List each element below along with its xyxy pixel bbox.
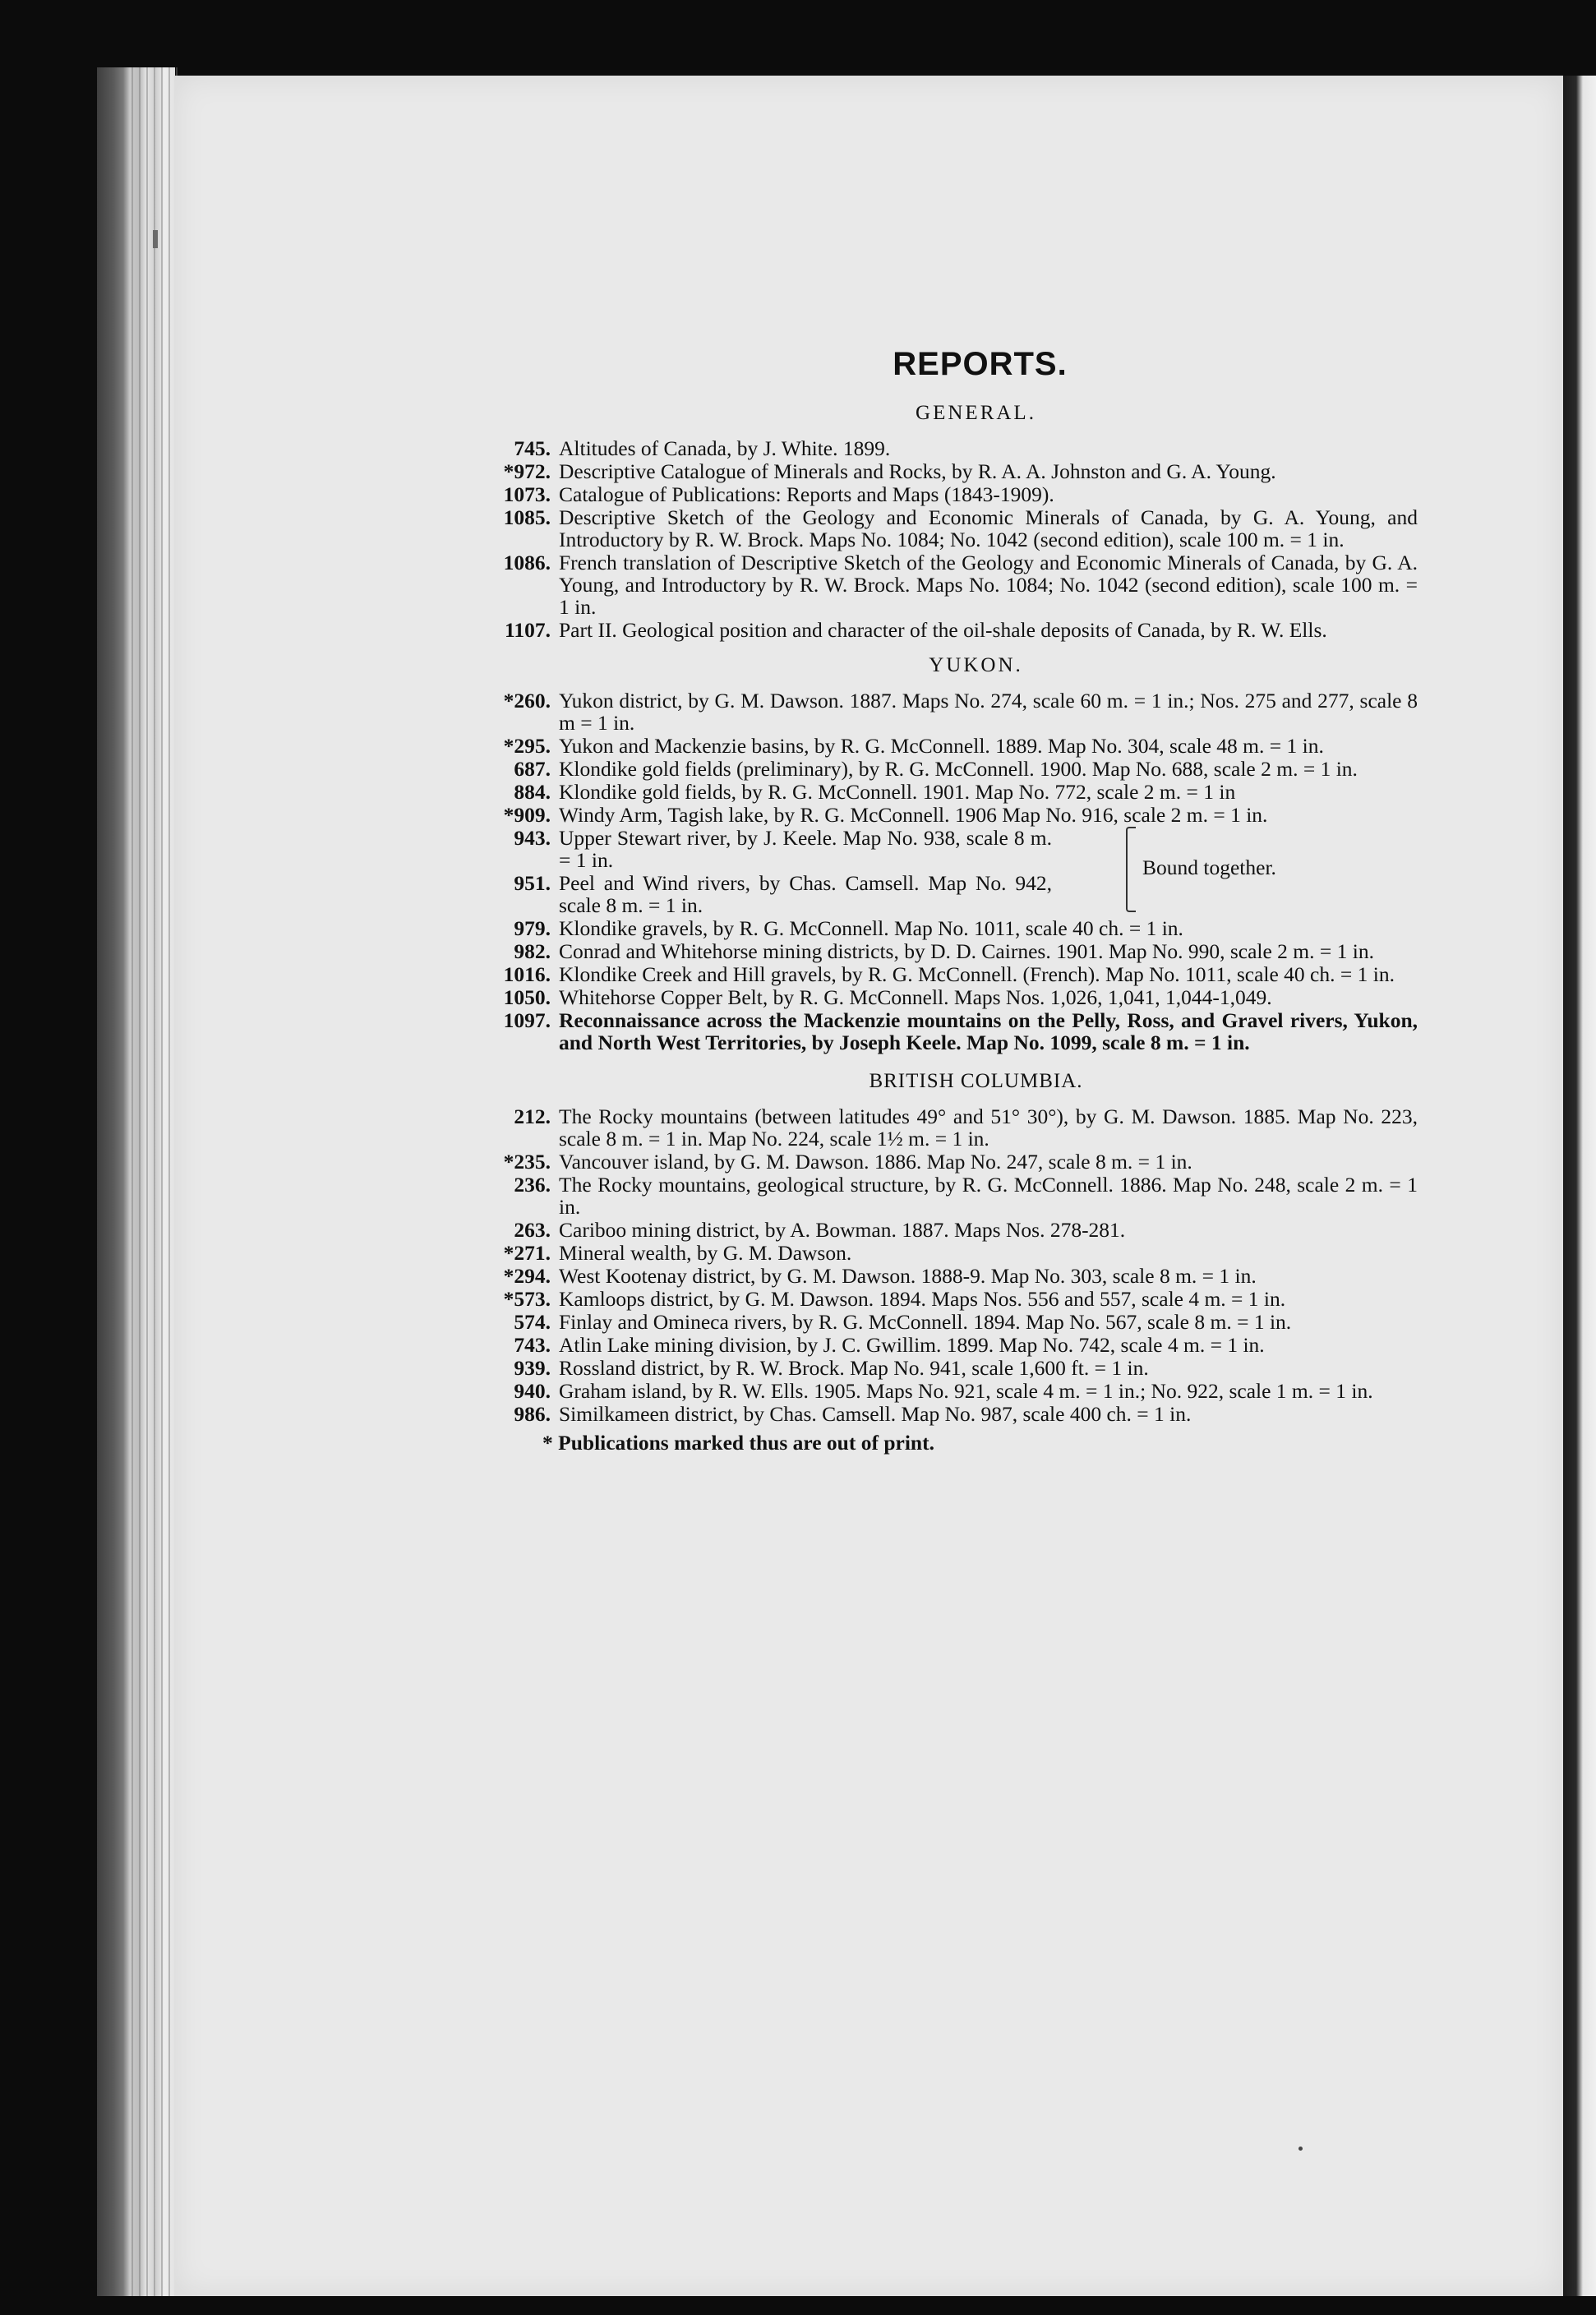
report-number: 884.	[514, 780, 551, 804]
page-title: REPORTS.	[893, 346, 1068, 382]
list-item	[485, 1265, 1418, 1287]
report-number: 236.	[514, 1173, 551, 1197]
list-item	[485, 758, 1418, 780]
section-yukon	[485, 654, 1418, 1054]
list-item	[485, 483, 1418, 505]
report-number: *294.	[503, 1264, 551, 1288]
section-heading: YUKON.	[929, 654, 1023, 676]
report-text: Upper Stewart river, by J. Keele. Map No. 938, scale 8 m. = 1 in.	[559, 826, 1052, 872]
report-text: Descriptive Catalogue of Minerals and Rocks, by R. A. A. Johnston and G. A. Young.	[559, 459, 1276, 483]
list-item	[485, 940, 1418, 962]
page-stack-lines	[131, 67, 181, 2296]
report-number: 979.	[514, 916, 551, 940]
report-number: 1107.	[505, 618, 551, 642]
report-number: 687.	[514, 757, 551, 781]
list-item	[485, 437, 1418, 459]
list-item	[485, 917, 1418, 939]
list-item	[485, 1105, 1418, 1150]
report-number: 1016.	[503, 962, 551, 986]
report-text: Catalogue of Publications: Reports and Maps (1843-1909).	[559, 482, 1054, 506]
report-text: Peel and Wind rivers, by Chas. Camsell. Map No. 942, scale 8 m. = 1 in.	[559, 871, 1052, 917]
report-text: Descriptive Sketch of the Geology and Economic Minerals of Canada, by G. A. Young, and Introductory by R. W. Brock. Maps No. 1084; No. 1042 (second edition), scale 100 m. = 1 in.	[559, 505, 1418, 551]
scan-speck	[153, 230, 158, 248]
report-text: Whitehorse Copper Belt, by R. G. McConnell. Maps Nos. 1,026, 1,041, 1,044-1,049.	[559, 985, 1272, 1009]
footnote: * Publications marked thus are out of print.	[542, 1431, 934, 1455]
report-number: 1085.	[503, 505, 551, 529]
report-text: West Kootenay district, by G. M. Dawson. 1888-9. Map No. 303, scale 8 m. = 1 in.	[559, 1264, 1257, 1288]
list-item	[485, 1219, 1418, 1241]
section-general	[485, 402, 1418, 641]
report-number: *909.	[503, 803, 551, 827]
report-text: The Rocky mountains (between latitudes 49° and 51° 30°), by G. M. Dawson. 1885. Map No. 223, scale 8 m. = 1 in. Map No. 224, scale 1½ m. = 1 in.	[559, 1104, 1418, 1151]
report-text: Rossland district, by R. W. Brock. Map No. 941, scale 1,600 ft. = 1 in.	[559, 1356, 1149, 1380]
report-number: 574.	[514, 1310, 551, 1334]
report-number: 745.	[514, 436, 551, 460]
list-item	[485, 689, 1418, 734]
report-text: Mineral wealth, by G. M. Dawson.	[559, 1241, 852, 1265]
report-text: The Rocky mountains, geological structure, by R. G. McConnell. 1886. Map No. 248, scale 2 m. = 1 in.	[559, 1173, 1418, 1219]
list-item	[485, 827, 1052, 871]
report-text: Graham island, by R. W. Ells. 1905. Maps No. 921, scale 4 m. = 1 in.; No. 922, scale 1 m. = 1 in.	[559, 1379, 1373, 1403]
brace-mark	[1126, 827, 1136, 912]
report-text: Yukon district, by G. M. Dawson. 1887. Maps No. 274, scale 60 m. = 1 in.; Nos. 275 and 277, scale 8 m = 1 in.	[559, 689, 1418, 735]
report-number: 263.	[514, 1218, 551, 1242]
report-text: Conrad and Whitehorse mining districts, by D. D. Cairnes. 1901. Map No. 990, scale 2 m. = 1 in.	[559, 939, 1374, 963]
report-text: Klondike gold fields (preliminary), by R. G. McConnell. 1900. Map No. 688, scale 2 m. = 1 in.	[559, 757, 1358, 781]
bound-label: Bound together.	[1142, 855, 1276, 879]
list-item	[485, 1403, 1418, 1425]
report-text: French translation of Descriptive Sketch of the Geology and Economic Minerals of Canada, by G. A. Young, and Introductory by R. W. Brock. Maps No. 1084; No. 1042 (second edition), scale 100 m. = 1 in.	[559, 551, 1418, 619]
report-number: 951.	[514, 871, 551, 895]
report-number: *271.	[503, 1241, 551, 1265]
report-number: *295.	[503, 734, 551, 758]
report-text: Cariboo mining district, by A. Bowman. 1887. Maps Nos. 278-281.	[559, 1218, 1126, 1242]
report-number: *260.	[503, 689, 551, 712]
report-number: 943.	[514, 826, 551, 850]
report-text: Similkameen district, by Chas. Camsell. Map No. 987, scale 400 ch. = 1 in.	[559, 1402, 1192, 1426]
report-number: 939.	[514, 1356, 551, 1380]
list-item	[485, 619, 1418, 641]
list-item	[485, 1151, 1418, 1173]
report-number: 1073.	[503, 482, 551, 506]
list-item	[485, 804, 1418, 826]
list-item	[485, 551, 1418, 618]
list-item	[485, 1357, 1418, 1379]
report-text: Part II. Geological position and character of the oil-shale deposits of Canada, by R. W. Ells.	[559, 618, 1327, 642]
list-item	[485, 986, 1418, 1008]
list-item	[485, 1311, 1418, 1333]
section-heading: BRITISH COLUMBIA.	[869, 1070, 1083, 1092]
list-item	[485, 781, 1418, 803]
report-number: *573.	[503, 1287, 551, 1311]
bound-together-group	[485, 827, 1418, 916]
report-text: Reconnaissance across the Mackenzie mountains on the Pelly, Ross, and Gravel rivers, Yukon, and North West Territories, by Joseph Keele. Map No. 1099, scale 8 m. = 1 in.	[559, 1008, 1418, 1054]
report-number: 212.	[514, 1104, 551, 1128]
report-text: Klondike gold fields, by R. G. McConnell. 1901. Map No. 772, scale 2 m. = 1 in	[559, 780, 1236, 804]
report-number: *972.	[503, 459, 551, 483]
list-item	[485, 1009, 1418, 1054]
list-item	[485, 735, 1418, 757]
section-british-columbia	[485, 1070, 1418, 1425]
list-item	[485, 460, 1418, 482]
list-item	[485, 1288, 1418, 1310]
report-text: Klondike Creek and Hill gravels, by R. G. McConnell. (French). Map No. 1011, scale 40 ch. = 1 in.	[559, 962, 1395, 986]
list-item	[485, 1174, 1418, 1218]
page-right-edge	[1563, 76, 1596, 2296]
list-item	[485, 1380, 1418, 1402]
document-content	[485, 346, 1418, 1455]
report-text: Vancouver island, by G. M. Dawson. 1886. Map No. 247, scale 8 m. = 1 in.	[559, 1150, 1192, 1174]
scan-speck	[1298, 2147, 1303, 2151]
report-text: Finlay and Omineca rivers, by R. G. McConnell. 1894. Map No. 567, scale 8 m. = 1 in.	[559, 1310, 1292, 1334]
report-number: 1097.	[503, 1008, 551, 1032]
list-item	[485, 1334, 1418, 1356]
report-text: Yukon and Mackenzie basins, by R. G. McConnell. 1889. Map No. 304, scale 48 m. = 1 in.	[559, 734, 1324, 758]
report-text: Atlin Lake mining division, by J. C. Gwillim. 1899. Map No. 742, scale 4 m. = 1 in.	[559, 1333, 1265, 1357]
list-item	[485, 1242, 1418, 1264]
report-number: 940.	[514, 1379, 551, 1403]
report-text: Altitudes of Canada, by J. White. 1899.	[559, 436, 891, 460]
report-number: 982.	[514, 939, 551, 963]
report-number: 1050.	[503, 985, 551, 1009]
report-number: *235.	[503, 1150, 551, 1174]
section-heading: GENERAL.	[916, 402, 1036, 424]
report-text: Windy Arm, Tagish lake, by R. G. McConnell. 1906 Map No. 916, scale 2 m. = 1 in.	[559, 803, 1268, 827]
list-item	[485, 872, 1052, 916]
report-text: Kamloops district, by G. M. Dawson. 1894. Maps Nos. 556 and 557, scale 4 m. = 1 in.	[559, 1287, 1286, 1311]
list-item	[485, 506, 1418, 551]
report-text: Klondike gravels, by R. G. McConnell. Map No. 1011, scale 40 ch. = 1 in.	[559, 916, 1183, 940]
report-number: 743.	[514, 1333, 551, 1357]
report-number: 986.	[514, 1402, 551, 1426]
list-item	[485, 963, 1418, 985]
report-number: 1086.	[503, 551, 551, 574]
